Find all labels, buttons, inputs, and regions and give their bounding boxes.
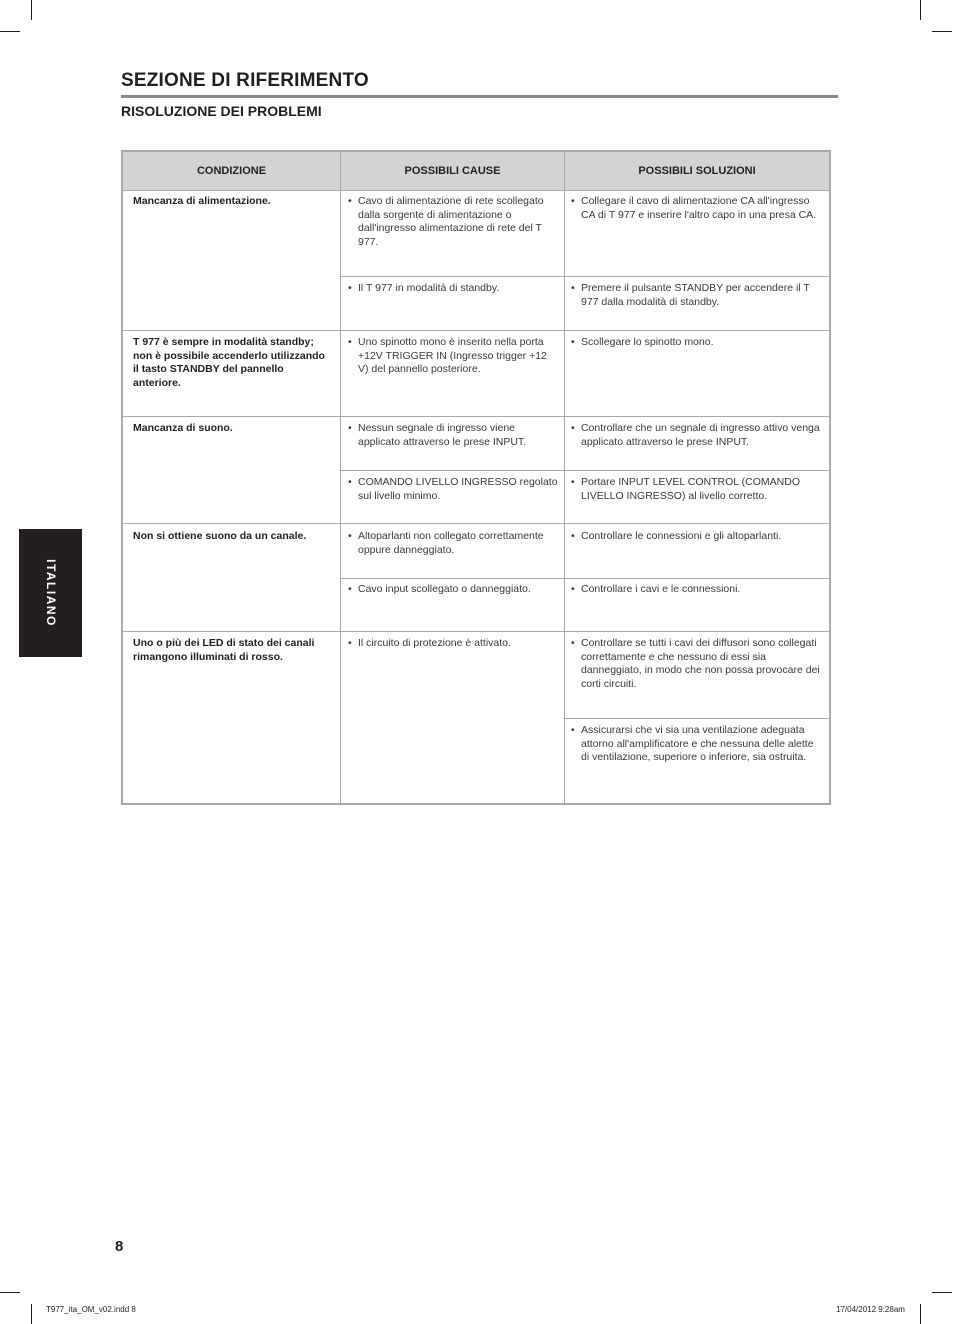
condition-cell: Mancanza di suono. xyxy=(133,422,233,434)
crop-mark xyxy=(920,1304,921,1324)
cause-item: • Il circuito di protezione è attivato. xyxy=(348,637,511,649)
footer-file-info: T977_ita_OM_v02.indd 8 xyxy=(46,1305,136,1314)
language-tab-label: ITALIANO xyxy=(43,559,58,627)
subrow-divider xyxy=(340,470,829,471)
crop-mark xyxy=(0,31,20,32)
solution-item: • Collegare il cavo di alimentazione CA all'ingresso CA di T 977 e inserire l'altro capo in una presa CA. xyxy=(571,195,817,221)
solution-item: • Scollegare lo spinotto mono. xyxy=(571,336,714,348)
cause-item: • Nessun segnale di ingresso viene applicato attraverso le prese INPUT. xyxy=(348,422,527,448)
solution-item: • Controllare i cavi e le connessioni. xyxy=(571,583,741,595)
crop-mark xyxy=(932,1292,952,1293)
footer-timestamp: 17/04/2012 9:28am xyxy=(836,1305,905,1314)
condition-cell: Uno o più dei LED di stato dei canali rimangono illuminati di rosso. xyxy=(133,637,315,663)
cause-item: • Il T 977 in modalità di standby. xyxy=(348,282,500,294)
crop-mark xyxy=(0,1292,20,1293)
solution-item: • Controllare le connessioni e gli altoparlanti. xyxy=(571,530,782,542)
column-divider xyxy=(340,152,341,803)
crop-mark xyxy=(920,0,921,20)
condition-cell: T 977 è sempre in modalità standby; non è possibile accenderlo utilizzando il tasto STANDBY del pannello anteriore. xyxy=(133,336,325,389)
solution-item: • Controllare se tutti i cavi dei diffusori sono collegati correttamente e che nessuno di essi sia danneggiato, in modo che non possa provocare dei corti circuiti. xyxy=(571,637,820,690)
row-divider xyxy=(123,631,829,632)
row-divider xyxy=(123,523,829,524)
subrow-divider xyxy=(340,578,829,579)
crop-mark xyxy=(932,31,952,32)
condition-cell: Mancanza di alimentazione. xyxy=(133,195,271,207)
cause-item: • Altoparlanti non collegato correttamente oppure danneggiato. xyxy=(348,530,544,556)
solution-item: • Premere il pulsante STANDBY per accendere il T 977 dalla modalità di standby. xyxy=(571,282,810,308)
condition-cell: Non si ottiene suono da un canale. xyxy=(133,530,307,542)
crop-mark xyxy=(31,0,32,20)
troubleshooting-table xyxy=(121,150,831,805)
language-tab xyxy=(19,529,82,657)
table-header xyxy=(123,152,829,191)
cause-item: • Cavo input scollegato o danneggiato. xyxy=(348,583,531,595)
subrow-divider xyxy=(340,276,829,277)
column-header-solutions: POSSIBILI SOLUZIONI xyxy=(638,165,756,177)
cause-item: • COMANDO LIVELLO INGRESSO regolato sul livello minimo. xyxy=(348,476,558,502)
page-number: 8 xyxy=(115,1238,124,1255)
crop-mark xyxy=(31,1304,32,1324)
cause-item: • Uno spinotto mono è inserito nella porta +12V TRIGGER IN (Ingresso trigger +12 V) del pannello posteriore. xyxy=(348,336,547,375)
column-header-causes: POSSIBILI CAUSE xyxy=(404,165,501,177)
section-title: SEZIONE DI RIFERIMENTO xyxy=(121,70,369,91)
column-header-condition: CONDIZIONE xyxy=(196,165,267,177)
subtitle: RISOLUZIONE DEI PROBLEMI xyxy=(121,103,322,119)
cause-item: • Cavo di alimentazione di rete scollegato dalla sorgente di alimentazione o dall'ingresso alimentazione di rete del T 977. xyxy=(348,195,544,248)
title-rule xyxy=(121,95,838,98)
subrow-divider xyxy=(564,718,829,719)
row-divider xyxy=(123,330,829,331)
solution-item: • Assicurarsi che vi sia una ventilazione adeguata attorno all'amplificatore e che nessuna delle alette di ventilazione, superiore o inferiore, sia ostruita. xyxy=(571,724,814,763)
solution-item: • Portare INPUT LEVEL CONTROL (COMANDO LIVELLO INGRESSO) al livello corretto. xyxy=(571,476,800,502)
solution-item: • Controllare che un segnale di ingresso attivo venga applicato attraverso le prese INPUT. xyxy=(571,422,820,448)
row-divider xyxy=(123,416,829,417)
column-divider xyxy=(564,152,565,803)
